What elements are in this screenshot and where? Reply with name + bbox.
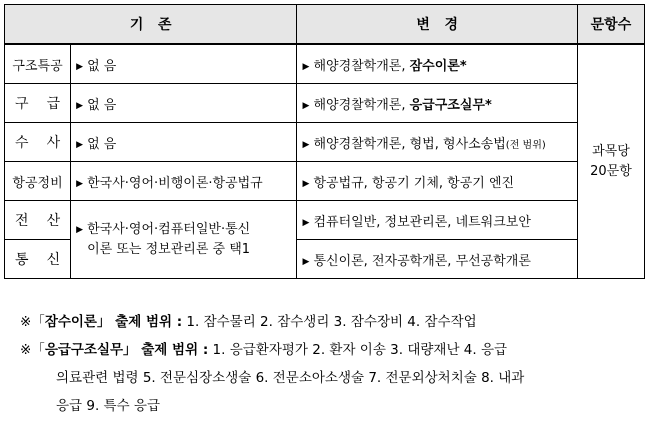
exam-subject-table [4,4,645,279]
table-header-row [5,5,645,45]
table-row [5,123,645,162]
triangle-right-icon: ▶ [76,178,84,189]
row-category: 항공정비 [5,162,71,201]
triangle-right-icon: ▶ [76,61,84,72]
note-diving-scope: ※「잠수이론」 출제 범위 : 1. 잠수물리 2. 잠수생리 3. 잠수장비 4. 잠수작업 [20,314,477,330]
triangle-right-icon: ▶ [76,139,84,150]
triangle-right-icon: ▶ [302,139,310,150]
row-category: 전 산 [5,201,71,240]
row-changed: ▶ 해양경찰학개론, 잠수이론* [297,44,577,84]
triangle-right-icon: ▶ [302,61,310,72]
header-existing: 기 존 [5,5,297,45]
header-count: 문항수 [577,5,644,45]
row-existing: ▶ 없 음 [71,123,297,162]
table-row [5,44,645,84]
header-changed: 변 경 [297,5,577,45]
row-changed: ▶ 통신이론, 전자공학개론, 무선공학개론 [297,240,577,279]
triangle-right-icon: ▶ [302,256,310,267]
triangle-right-icon: ▶ [302,100,310,111]
triangle-right-icon: ▶ [76,224,84,235]
row-category: 구조특공 [5,44,71,84]
note-emergency-scope-line3: 응급 9. 특수 응급 [56,398,160,414]
row-existing: ▶ 한국사·영어·비행이론·항공법규 [71,162,297,201]
row-changed: ▶ 컴퓨터일반, 정보관리론, 네트워크보안 [297,201,577,240]
triangle-right-icon: ▶ [76,100,84,111]
row-category: 통 신 [5,240,71,279]
table-row [5,84,645,123]
row-category: 구 급 [5,84,71,123]
row-existing-merged: ▶ 한국사·영어·컴퓨터일반·통신 이론 또는 정보관리론 중 택1 [71,201,297,279]
note-emergency-scope-line2: 의료관련 법령 5. 전문심장소생술 6. 전문소아소생술 7. 전문외상처치술 8. 내과 [56,370,525,386]
row-existing: ▶ 없 음 [71,44,297,84]
table-row [5,162,645,201]
row-changed: ▶ 항공법규, 항공기 기체, 항공기 엔진 [297,162,577,201]
row-category: 수 사 [5,123,71,162]
row-changed: ▶ 해양경찰학개론, 응급구조실무* [297,84,577,123]
exam-subject-table-wrapper [4,4,645,279]
note-emergency-scope: ※「응급구조실무」 출제 범위 : 1. 응급환자평가 2. 환자 이송 3. 대량재난 4. 응급 [20,342,508,358]
table-row [5,201,645,240]
notes-section [20,308,642,420]
row-changed: ▶ 해양경찰학개론, 형법, 형사소송법(전 범위) [297,123,577,162]
row-existing: ▶ 없 음 [71,84,297,123]
question-count: 과목당 20문항 [577,44,644,279]
triangle-right-icon: ▶ [302,217,310,228]
triangle-right-icon: ▶ [302,178,310,189]
